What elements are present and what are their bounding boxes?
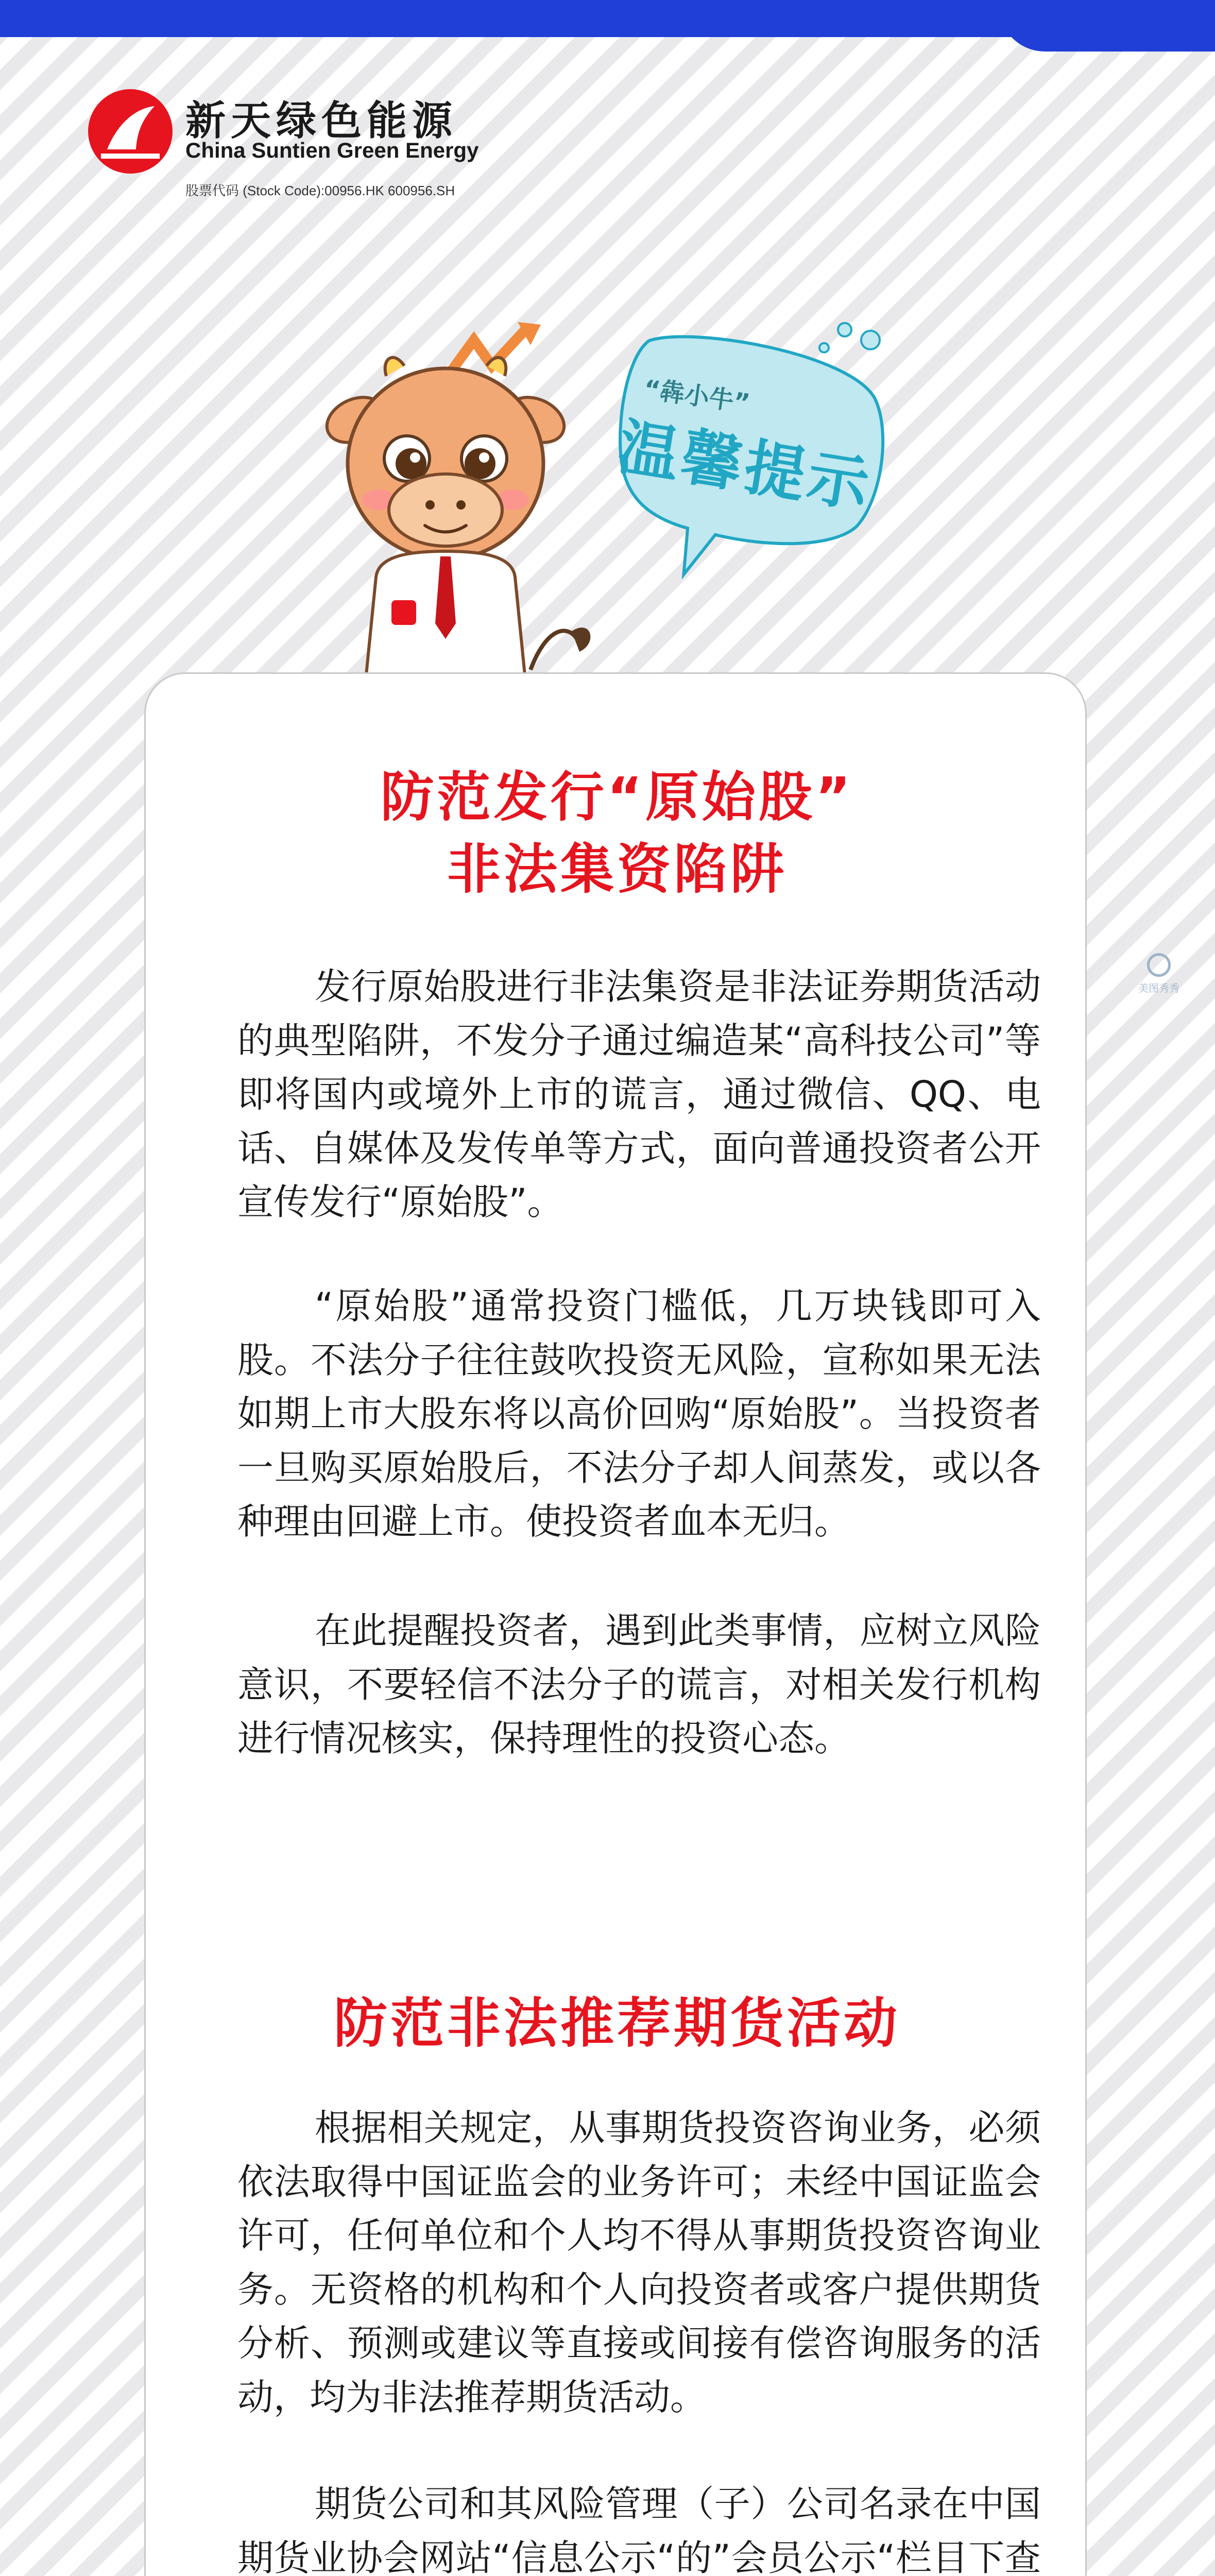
section-2-paragraph-1: 根据相关规定，从事期货投资咨询业务，必须依法取得中国证监会的业务许可；未经中国证监会许可，任何单位和个人均不得从事期货投资咨询业务。无资格的机构和个人向投资者或客户提供期货分析、预测或建议等直接或间接有偿咨询服务的活动，均为非法推荐期货活动。 — [237, 2107, 1041, 2418]
bubble-subtitle: “犇小牛” — [642, 374, 752, 418]
watermark-text: 美图秀秀 — [1138, 982, 1179, 994]
stock-code: 股票代码 (Stock Code):00956.HK 600956.SH — [185, 183, 455, 198]
section-1-paragraph-3: 在此提醒投资者，遇到此类事情，应树立风险意识，不要轻信不法分子的谎言，对相关发行机构进行情况核实，保持理性的投资心态。 — [237, 1609, 1041, 1759]
section-1-paragraph-2: “原始股”通常投资门槛低，几万块钱即可入股。不法分子往往鼓吹投资无风险，宣称如果无法如期上市大股东将以高价回购“原始股”。当投资者一旦购买原始股后，不法分子却人间蒸发，或以各种理由回避上市。使投资者血本无归。 — [237, 1285, 1041, 1543]
company-name-en: China Suntien Green Energy — [185, 138, 479, 162]
section-2-paragraph-2: 期货公司和其风险管理（子）公司名录在中国期货业协会网站“信息公示“的”会员公示“栏目下查 — [237, 2483, 1041, 2576]
company-logo-icon — [87, 88, 174, 175]
company-name-cn: 新天绿色能源 — [185, 98, 458, 144]
section-1-title-line-2: 非法集资陷阱 — [447, 838, 787, 901]
top-accent-notch — [999, 0, 1215, 52]
section-2-title: 防范非法推荐期货活动 — [333, 1992, 900, 2055]
content-card — [144, 672, 1087, 2576]
bubble-title: 温馨提示 — [613, 411, 877, 521]
section-1-paragraph-1: 发行原始股进行非法集资是非法证券期货活动的典型陷阱，不发分子通过编造某“高科技公司”等即将国内或境外上市的谎言，通过微信、QQ、电话、自媒体及发传单等方式，面向普通投资者公开宣传发行“原始股”。 — [237, 965, 1041, 1223]
section-1-title-line-1: 防范发行“原始股” — [380, 766, 854, 828]
watermark-swirl-icon — [1147, 953, 1171, 977]
watermark — [1138, 953, 1179, 995]
